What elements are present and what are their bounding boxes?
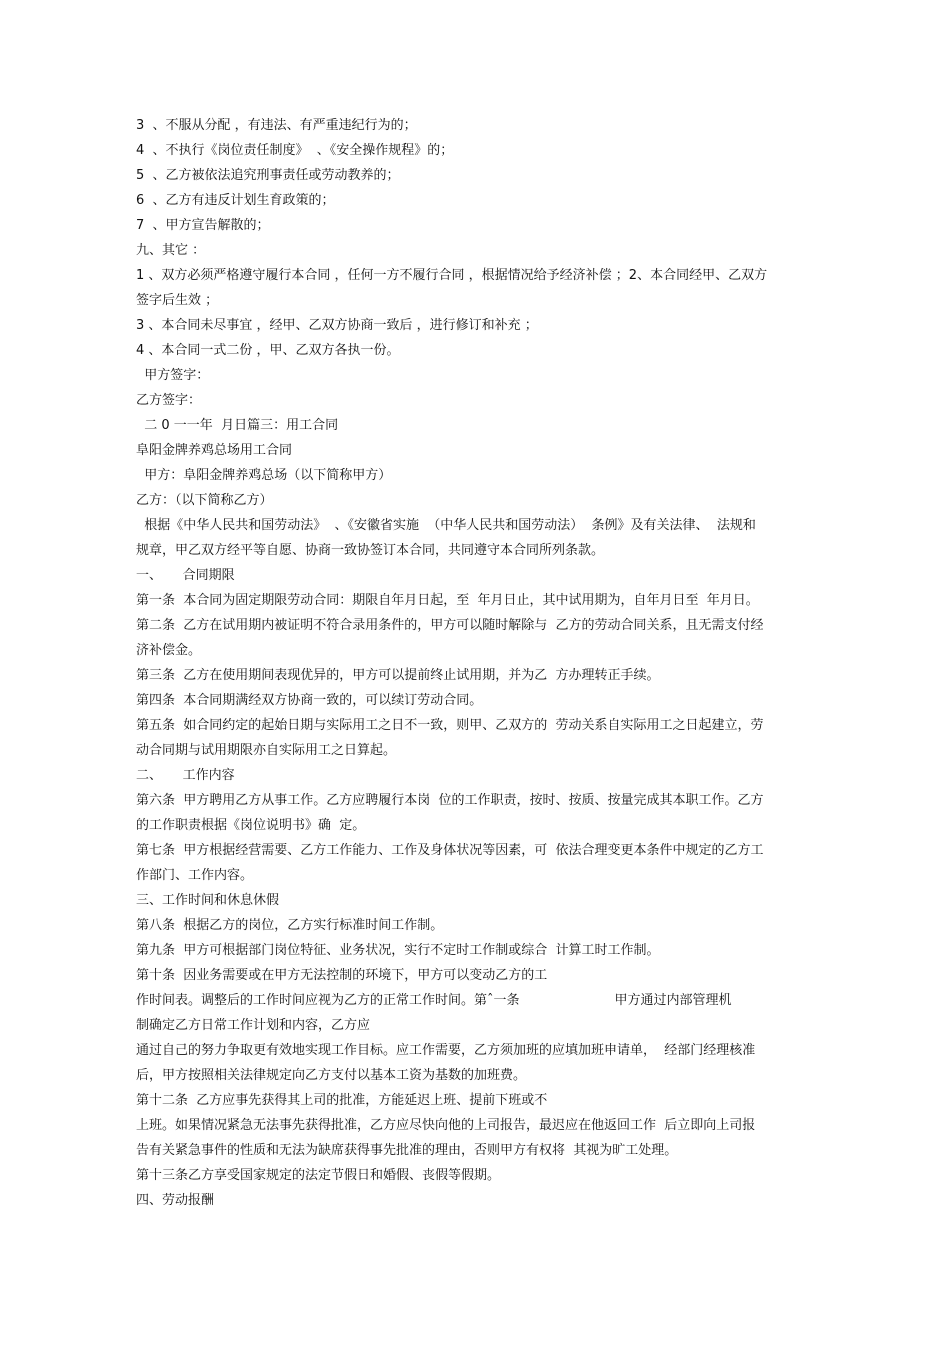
- text-line: 4 、本合同一式二份 ，甲、乙双方各执一份。: [136, 343, 400, 358]
- text-line: 第九条 甲方可根据部门岗位特征、业务状况，实行不定时工作制或综合 计算工时工作制。: [136, 943, 660, 958]
- text-line: 第十三条乙方享受国家规定的法定节假日和婚假、丧假等假期。: [136, 1168, 501, 1183]
- date-line: 二 0 一一年 月日篇三：用工合同: [136, 418, 339, 433]
- text-line: 第一条 本合同为固定期限劳动合同：期限自年月日起，至 年月日止，其中试用期为，自年月日至 年月日。: [136, 593, 759, 608]
- text-line: 7 、甲方宣告解散的；: [136, 218, 270, 233]
- text-line: 签字后生效 ；: [136, 293, 219, 308]
- text-line: 3 、不服从分配 ，有违法、有严重违纪行为的；: [136, 118, 417, 133]
- text-line: 上班。如果情况紧急无法事先获得批准，乙方应尽快向他的上司报告，最迟应在他返回工作 后立即向上司报: [136, 1118, 756, 1133]
- text-line: 第四条 本合同期满经双方协商一致的，可以续订劳动合同。: [136, 693, 483, 708]
- text-line: 3 、本合同未尽事宜 ，经甲、乙双方协商一致后 ，进行修订和补充 ；: [136, 318, 538, 333]
- text-line: 第二条 乙方在试用期内被证明不符合录用条件的，甲方可以随时解除与 乙方的劳动合同关系，且无需支付经: [136, 618, 764, 633]
- text-line: 动合同期与试用期限亦自实际用工之日算起。: [136, 743, 397, 758]
- text-line: 5 、乙方被依法追究刑事责任或劳动教养的；: [136, 168, 400, 183]
- text-line: 第十二条 乙方应事先获得其上司的批准，方能延迟上班、提前下班或不: [136, 1093, 548, 1108]
- text-line: 第三条 乙方在使用期间表现优异的，甲方可以提前终止试用期，并为乙 方办理转正手续。: [136, 668, 660, 683]
- text-line: 第六条 甲方聘用乙方从事工作。乙方应聘履行本岗 位的工作职责，按时、按质、按量完成其本职工作。乙方: [136, 793, 764, 808]
- section-heading: 一、 合同期限: [136, 568, 235, 583]
- text-line: 通过自己的努力争取更有效地实现工作目标。应工作需要，乙方须加班的应填加班申请单， 经部门经理核准: [136, 1043, 756, 1058]
- text-line: 告有关紧急事件的性质和无法为缺席获得事先批准的理由，否则甲方有权将 其视为旷工处理。: [136, 1143, 678, 1158]
- text-line: 的工作职责根据《岗位说明书》确 定。: [136, 818, 366, 833]
- text-line: 4 、不执行《岗位责任制度》 、《安全操作规程》的；: [136, 143, 454, 158]
- text-line: 规章，甲乙双方经平等自愿、协商一致协签订本合同，共同遵守本合同所列条款。: [136, 543, 605, 558]
- section-heading: 三、工作时间和休息休假: [136, 893, 280, 908]
- party-b-line: 乙方：（以下简称乙方）: [136, 493, 273, 508]
- text-line: 制确定乙方日常工作计划和内容，乙方应: [136, 1018, 371, 1033]
- signature-line-party-b: 乙方签字：: [136, 393, 202, 408]
- text-line: 作时间表。调整后的工作时间应视为乙方的正常工作时间。第ˆ一条 甲方通过内部管理机: [136, 993, 732, 1008]
- contract-title: 阜阳金牌养鸡总场用工合同: [136, 443, 293, 458]
- text-line: 作部门、工作内容。: [136, 868, 254, 883]
- text-line: 后，甲方按照相关法律规定向乙方支付以基本工资为基数的加班费。: [136, 1068, 527, 1083]
- section-heading: 二、 工作内容: [136, 768, 235, 783]
- party-a-line: 甲方：阜阳金牌养鸡总场（以下简称甲方）: [136, 468, 392, 483]
- text-line: 第五条 如合同约定的起始日期与实际用工之日不一致，则甲、乙双方的 劳动关系自实际用工之日起建立，劳: [136, 718, 764, 733]
- section-heading: 四、劳动报酬: [136, 1193, 215, 1208]
- text-line: 第八条 根据乙方的岗位，乙方实行标准时间工作制。: [136, 918, 444, 933]
- section-heading: 九、其它 ：: [136, 243, 206, 258]
- text-line: 1 、双方必须严格遵守履行本合同 ，任何一方不履行合同 ，根据情况给予经济补偿 ；2、本合同经甲、乙双方: [136, 268, 768, 283]
- text-line: 6 、乙方有违反计划生育政策的；: [136, 193, 335, 208]
- text-line: 根据《中华人民共和国劳动法》 、《安徽省实施 （中华人民共和国劳动法） 条例》及有关法律、 法规和: [136, 518, 756, 533]
- signature-line-party-a: 甲方签字：: [136, 368, 210, 383]
- text-line: 济补偿金。: [136, 643, 202, 658]
- text-line: 第七条 甲方根据经营需要、乙方工作能力、工作及身体状况等因素，可 依法合理变更本条件中规定的乙方工: [136, 843, 764, 858]
- text-line: 第十条 因业务需要或在甲方无法控制的环境下，甲方可以变动乙方的工: [136, 968, 548, 983]
